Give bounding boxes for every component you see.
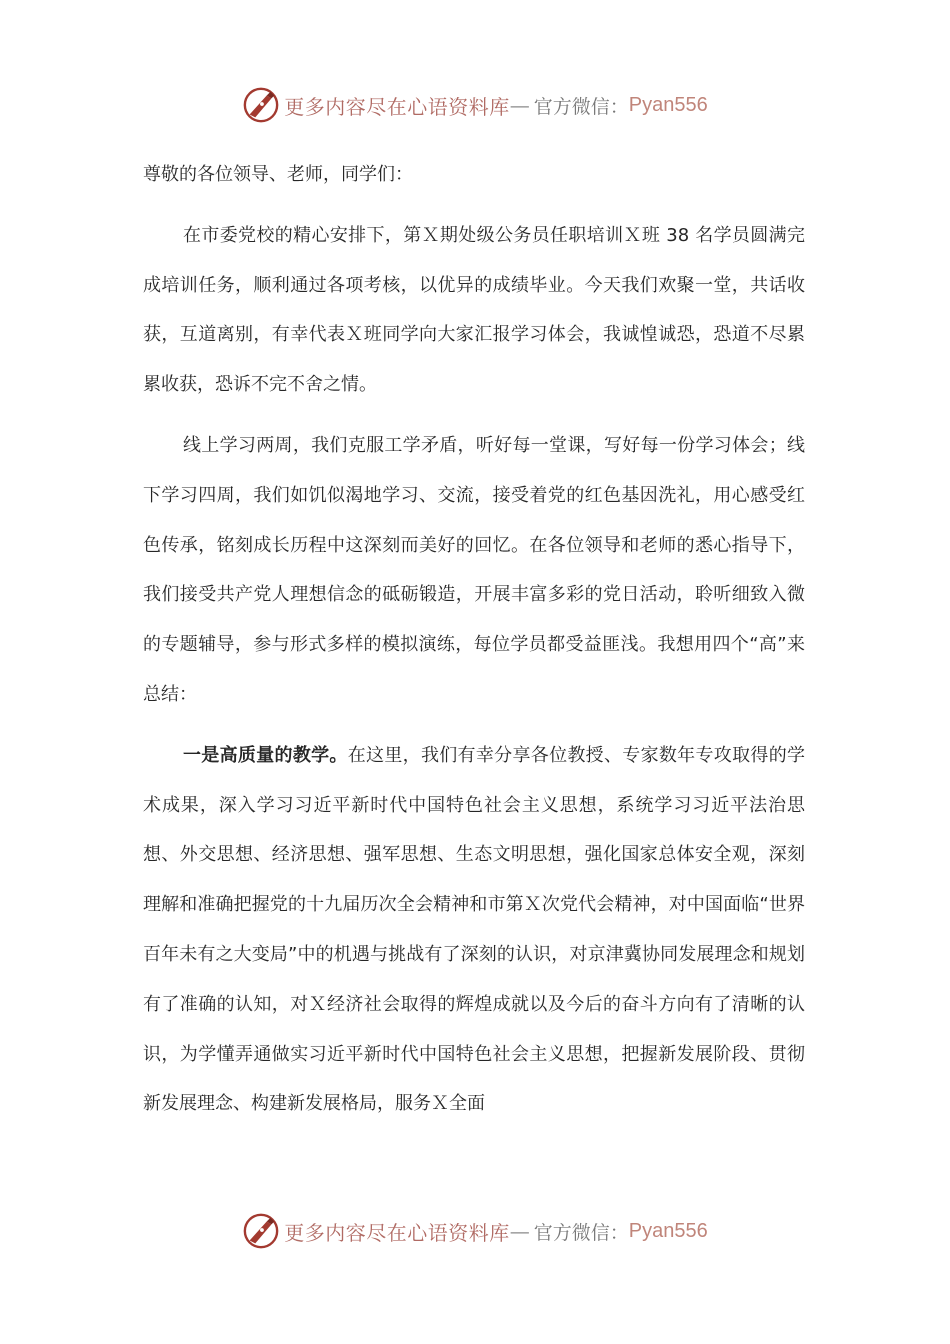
paragraph-3-lead: 一是高质量的教学。 xyxy=(183,744,348,766)
banner-handle-label: 官方微信： xyxy=(533,1221,629,1244)
paragraph-3-body: 在这里，我们有幸分享各位教授、专家数年专攻取得的学术成果，深入学习习近平新时代中国特色社会主义思想，系统学习习近平法治思想、外交思想、经济思想、强军思想、生态文明思想，强化国家总体安全观，深刻理解和准确把握党的十九届历次全会精神和市第Ｘ次党代会精神，对中国面临“世界百年未有之大变局”中的机遇与挑战有了深刻的认识，对京津冀协同发展理念和规划有了准确的认知，对Ｘ经济社会取得的辉煌成就以及今后的奋斗方向有了清晰的认识，为学懂弄通做实习近平新时代中国特色社会主义思想，把握新发展阶段、贯彻新发展理念、构建新发展格局，服务Ｘ全面 xyxy=(143,744,806,1115)
watermark-banner-footer xyxy=(242,1212,707,1250)
pen-nib-logo-icon xyxy=(242,86,280,124)
banner-separator: — xyxy=(509,93,530,117)
pen-nib-logo-icon xyxy=(242,1212,280,1250)
banner-handle-label: 官方微信： xyxy=(533,95,629,118)
banner-text: 更多内容尽在心语资料库 xyxy=(284,1220,510,1245)
banner-text: 更多内容尽在心语资料库 xyxy=(284,94,510,119)
banner-separator: — xyxy=(509,1219,530,1243)
paragraph-2: 线上学习两周，我们克服工学矛盾，听好每一堂课，写好每一份学习体会；线下学习四周，我们如饥似渴地学习、交流，接受着党的红色基因洗礼，用心感受红色传承，铭刻成长历程中这深刻而美好的回忆。在各位领导和老师的悉心指导下，我们接受共产党人理想信念的砥砺锻造，开展丰富多彩的党日活动，聆听细致入微的专题辅导，参与形式多样的模拟演练，每位学员都受益匪浅。我想用四个“高”来总结： xyxy=(143,434,805,705)
footer-banner xyxy=(0,1212,950,1250)
banner-handle-id: Pyan556 xyxy=(628,93,708,116)
paragraph-3 xyxy=(143,731,805,1129)
header-banner xyxy=(0,86,950,124)
banner-handle-id: Pyan556 xyxy=(628,1219,708,1242)
salutation: 尊敬的各位领导、老师，同学们： xyxy=(143,164,413,185)
watermark-banner xyxy=(242,86,707,124)
document-body xyxy=(143,150,805,1129)
paragraph-1: 在市委党校的精心安排下，第Ｘ期处级公务员任职培训Ｘ班 38 名学员圆满完成培训任务，顺利通过各项考核，以优异的成绩毕业。今天我们欢聚一堂，共话收获，互道离别，有幸代表Ｘ班同学向大家汇报学习体会，我诚惶诚恐，恐道不尽累累收获，恐诉不完不舍之情。 xyxy=(143,224,805,396)
